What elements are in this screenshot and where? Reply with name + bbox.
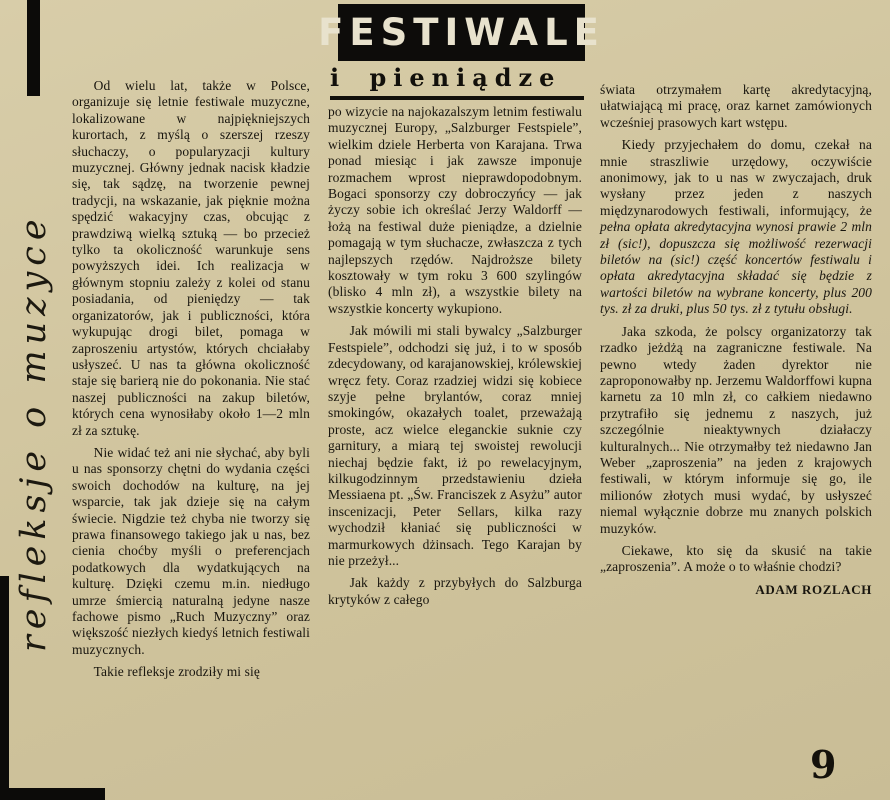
paragraph-italic-segment: pełna opłata akredytacyjna wynosi prawie 2 mln zł (sic!), dopuszcza się możliwość rezerwacji biletów na (sic!) część koncertów festiwalu i opłata akredytacyjna składać się będzie z wartości biletów na wybrane koncerty, plus 200 tys. zł za druki, plus 50 tys. zł z tytułu obsługi. — [600, 219, 872, 317]
article-column-3 — [600, 82, 872, 604]
article-column-1 — [72, 78, 310, 687]
article-paragraph: po wizycie na najokazalszym letnim festiwalu muzycznej Europy, „Salzburger Festspiele”, wielkim dziele Herberta von Karajana. Trwa ponad miesiąc i jak zawsze imponuje rozmachem wprost nieprawdopodobnym. Bogaci sponsorzy czy dobroczyńcy — jak życzy sobie ich określać Jerzy Waldorff — łożą na festiwal duże pieniądze, a dzielnie pomagają w tym słuchacze, zwłaszcza z tych najlepszych rzędów. Najdroższe bilety kosztowały w tym roku 3 600 szylingów (blisko 4 mln zł), a wszystkie bilety na wszystkie koncerty wykupiono. — [328, 104, 582, 316]
title-underline-rule — [330, 96, 584, 100]
print-mark-bottom-bar — [0, 788, 105, 800]
article-paragraph — [600, 137, 872, 317]
paragraph-normal-segment: Kiedy przyjechałem do domu, czekał na mnie straszliwie urzędowy, oczywiście anonimowy, jak to u nas w zwyczajach, druk wysłany przez jeden z naszych międzynarodowych festiwali, informujący, że — [600, 137, 872, 218]
article-paragraph: Od wielu lat, także w Polsce, organizuje się letnie festiwale muzyczne, lokalizowane w najpiękniejszych kurortach, z myślą o szerszej rzeszy słuchaczy, o popularyzacji kultury muzycznej. Główny jednak nacisk kładzie się, tak sądzę, na tworzenie pewnej tradycji, na wskazanie, jak pięknie można spędzić wakacyjny czas, obcując z prawdziwą wielką sztuką — bo przecież tylko ta okoliczność warunkuje sens powyższych idei. Ich realizacja w głównym stopniu zależy z kolei od stanu posiadania, od pieniędzy — tak organizatorów, jak i publiczności, która wykupując drogi bilet, pomaga w zaproszeniu artystów, których chciałaby usłyszeć. U nas ta główna okoliczność staje się barierą nie do pokonania. Nie stać naszej publiczności na zakup biletów, których cena wynosiłaby około 1—2 mln zł za sztukę. — [72, 78, 310, 438]
article-paragraph: świata otrzymałem kartę akredytacyjną, ułatwiającą mi pracę, oraz karnet zamówionych wcześniej prasowych kart wstępu. — [600, 82, 872, 130]
section-title-box — [318, 4, 605, 61]
article-column-2 — [328, 104, 582, 614]
page-number: 9 — [810, 742, 837, 787]
article-title: i pieniądze — [330, 63, 562, 92]
article-paragraph: Jak mówili mi stali bywalcy „Salzburger Festspiele”, odchodzi się już, i to w sposób zdecydowany, od karajanowskiej, królewskiej wręcz fety. Coraz rzadziej widzi się kobiece szyje pełne brylantów, coraz mniej smokingów, okazałych toalet, przeważają proste, acz wielce eleganckie suknie czy garnitury, a miarą tej swoistej rewolucji niechaj będzie fakt, iż po rewelacyjnym, kilkugodzinnym przedstawieniu dzieła Messiaena pt. „Św. Franciszek z Asyżu” autor inscenizacji, Peter Sellars, kilka razy wychodził kłaniać się publiczności w marmurkowych dżinsach. Tego Karajan by nie przeżył... — [328, 323, 582, 568]
article-paragraph: Takie refleksje zrodziły mi się — [93, 664, 260, 680]
author-byline: ADAM ROZLACH — [755, 581, 872, 597]
article-paragraph: Nie widać też ani nie słychać, aby byli u nas sponsorzy chętni do wydania części swoich dochodów na kulturę, na jej wsparcie, tak jak dzieje się na całym świecie. Nigdzie też chyba nie tworzy się prawa finansowego takiego jak u nas, bez cienia choćby myśli o preferencjach podatkowych dla wydatkujących na kulturę. Dzięki czemu m.in. niedługo umrze śmiercią naturalną jedyne nasze fachowe pismo „Ruch Muzyczny” oraz większość niezłych kiedyś letnich festiwali muzycznych. — [72, 444, 310, 657]
article-paragraph: Ciekawe, kto się da skusić na takie „zaproszenia”. A może o to właśnie chodzi? — [600, 542, 872, 575]
section-title: FESTIWALE — [318, 11, 605, 54]
print-mark-bottom-left — [0, 576, 9, 800]
vertical-column-label: refleksje o muzyce — [14, 213, 54, 652]
article-paragraph: Jak każdy z przybyłych do Salzburga krytyków z całego — [328, 575, 582, 607]
article-paragraph: Jaka szkoda, że polscy organizatorzy tak rzadko jeżdżą na zagraniczne festiwale. Na pewno wtedy żaden dyrektor nie zaproponowałby np. Jerzemu Waldorffowi kupna karnetu za 10 mln zł, co całkiem niedawno przytrafiło się jednemu z naszych, już szczególnie nieaktywnych działaczy kulturalnych... Nie otrzymałby też niedawno Jan Weber „zaproszenia” na jeden z krajowych festiwali, w którym informuje się go, ile milionów złotych musi wydać, by usłyszeć niemal wyłącznie dobrze mu znanych polskich muzyków. — [600, 323, 872, 536]
